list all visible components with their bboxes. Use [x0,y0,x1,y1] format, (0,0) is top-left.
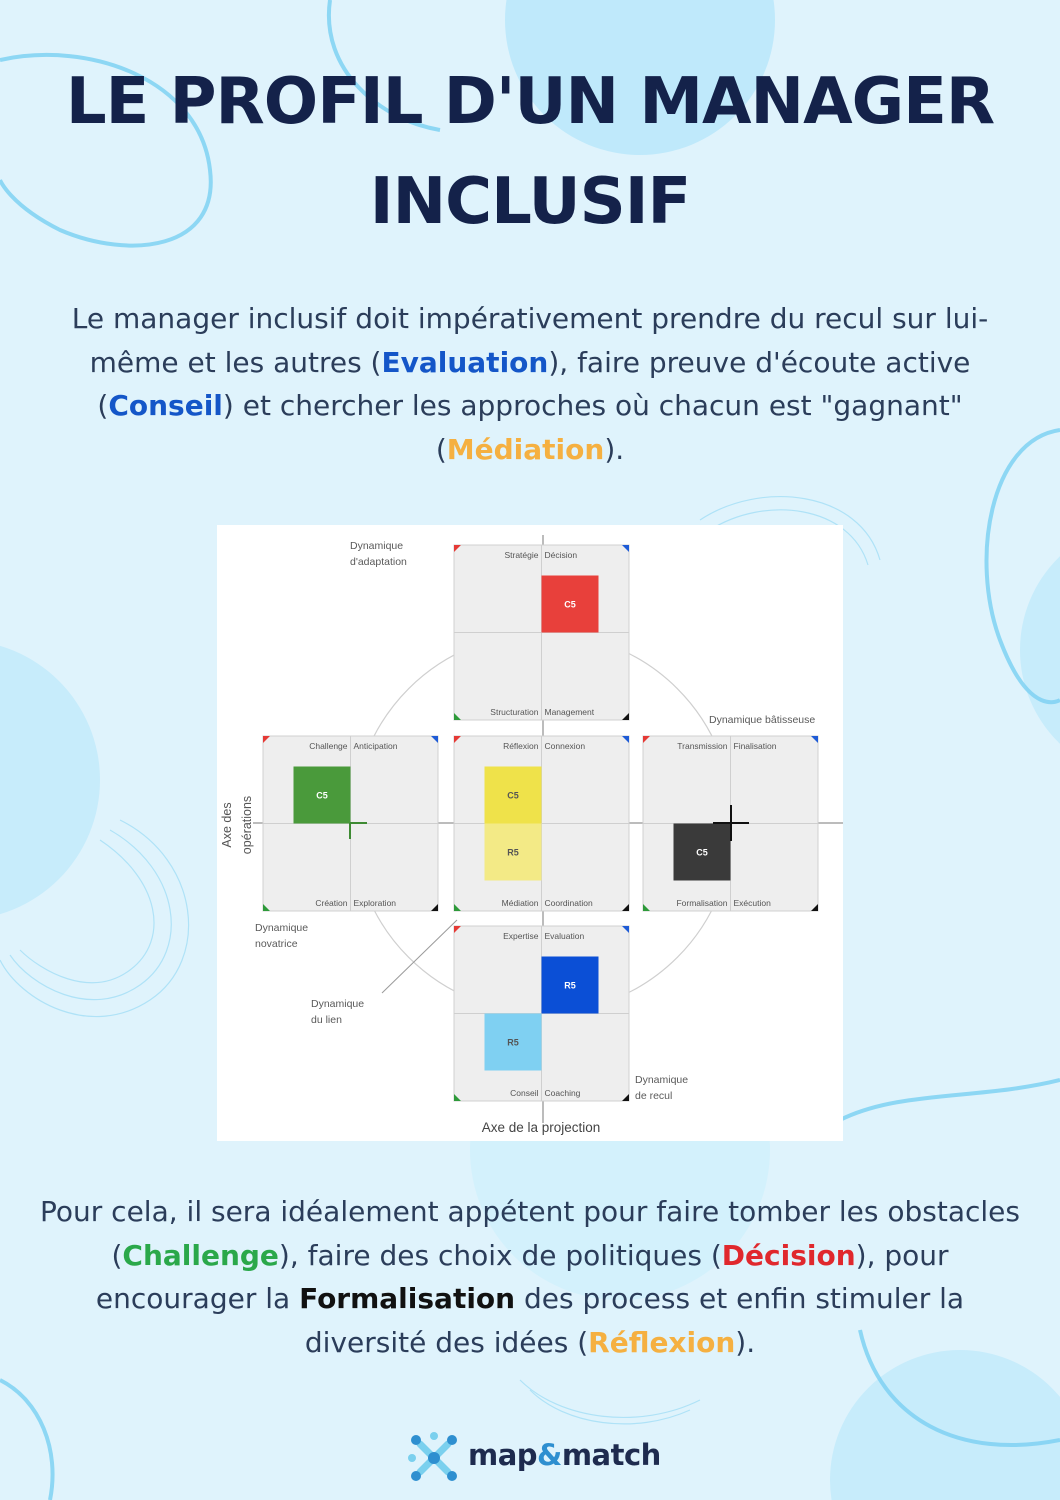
quadrant-label-bottom-right: Coaching [544,1088,581,1098]
intro-text-3: ) et chercher les approches où chacun est "gagnant" ( [222,389,963,466]
intro-text-1: Le manager inclusif doit impérativement prendre du recul sur lui-même et les autres ( [71,302,989,379]
quadrant-label-bottom-right: Coordination [544,898,593,908]
title-line-2: INCLUSIF [369,165,691,239]
quadrant-label-bottom-right: Management [544,707,595,717]
quadrant-label-bottom-right: Exécution [733,898,771,908]
quadrant-label-top-right: Connexion [544,741,586,751]
quadrant-label-top-left: Expertise [503,931,539,941]
quadrant-label-bottom-left: Formalisation [676,898,728,908]
axis-operations-label [220,796,254,854]
dynamic-label-adaptation: Dynamique [350,540,404,552]
outro-text-1: Pour cela, il sera idéalement appétent pour faire tomber les obstacles ( [40,1195,1020,1272]
dynamic-label-lien: du lien [311,1014,342,1026]
keyword-challenge: Challenge [122,1238,279,1272]
quadrant-label-bottom-left: Médiation [501,898,539,908]
logo-text [468,1438,661,1472]
profile-cell-label: R5 [507,1037,519,1048]
keyword-mediation: Médiation [446,432,605,466]
outro-text-4: des process et enfin stimuler la diversité des idées ( [304,1282,965,1359]
outro-text-3: ), pour encourager la [95,1238,949,1315]
dynamic-label-adaptation: d'adaptation [350,556,407,568]
quadrant-label-top-left: Réflexion [503,741,539,751]
title-line-1: LE PROFIL D'UN MANAGER [65,65,995,139]
profile-diagram-svg [217,525,843,1141]
dynamic-lien-pointer [382,920,457,993]
keyword-evaluation: Evaluation [381,345,549,379]
outro-text-5: ). [735,1325,756,1359]
profile-cell-label: C5 [507,790,519,801]
quadrant-label-top-left: Challenge [309,741,348,751]
keyword-formalisation: Formalisation [299,1282,516,1315]
axis-operations-label-line: Axe des [220,802,234,848]
quadrant-label-bottom-left: Structuration [490,707,539,717]
profile-cell-label: C5 [696,847,708,858]
keyword-reflexion: Réflexion [588,1325,736,1359]
profile-cell-label: C5 [316,790,328,801]
logo-text-map: map [468,1438,538,1472]
intro-paragraph [40,297,1020,471]
keyword-conseil: Conseil [108,389,223,422]
dynamic-label-novatrice: Dynamique [255,922,309,934]
dynamic-label-novatrice: novatrice [255,938,298,950]
quadrant-label-bottom-left: Conseil [510,1088,539,1098]
quadrant-label-bottom-right: Exploration [353,898,397,908]
intro-text-2: ), faire preuve d'écoute active ( [97,345,971,422]
quadrant-label-top-right: Anticipation [353,741,398,751]
quadrant-label-top-right: Finalisation [733,741,777,751]
intro-text-4: ). [604,432,625,466]
axis-projection-label: Axe de la projection [481,1120,601,1135]
quadrant-label-top-left: Stratégie [504,550,539,560]
logo-text-match: match [561,1438,661,1472]
profile-cell-label: C5 [564,599,576,610]
keyword-decision: Décision [721,1238,856,1272]
axis-operations-label-line: opérations [240,795,254,855]
mapmatch-logo [406,1430,666,1486]
page-title [0,52,1060,252]
dynamic-label-recul: de recul [635,1090,673,1102]
dynamic-label-recul: Dynamique [635,1074,689,1086]
quadrant-label-top-right: Evaluation [544,931,585,941]
logo-text-amp: & [537,1438,562,1472]
profile-cell-label: R5 [564,980,576,991]
logo-icon [406,1430,462,1486]
dynamic-label-lien: Dynamique [311,998,365,1010]
profile-cell-label: R5 [507,847,519,858]
quadrant-label-top-right: Décision [544,550,578,560]
quadrant-label-bottom-left: Création [315,898,348,908]
quadrant-label-top-left: Transmission [677,741,728,751]
outro-text-2: ), faire des choix de politiques ( [278,1238,722,1272]
outro-paragraph [40,1190,1020,1364]
profile-diagram [217,525,843,1141]
dynamic-label-batisseuse: Dynamique bâtisseuse [709,714,816,726]
